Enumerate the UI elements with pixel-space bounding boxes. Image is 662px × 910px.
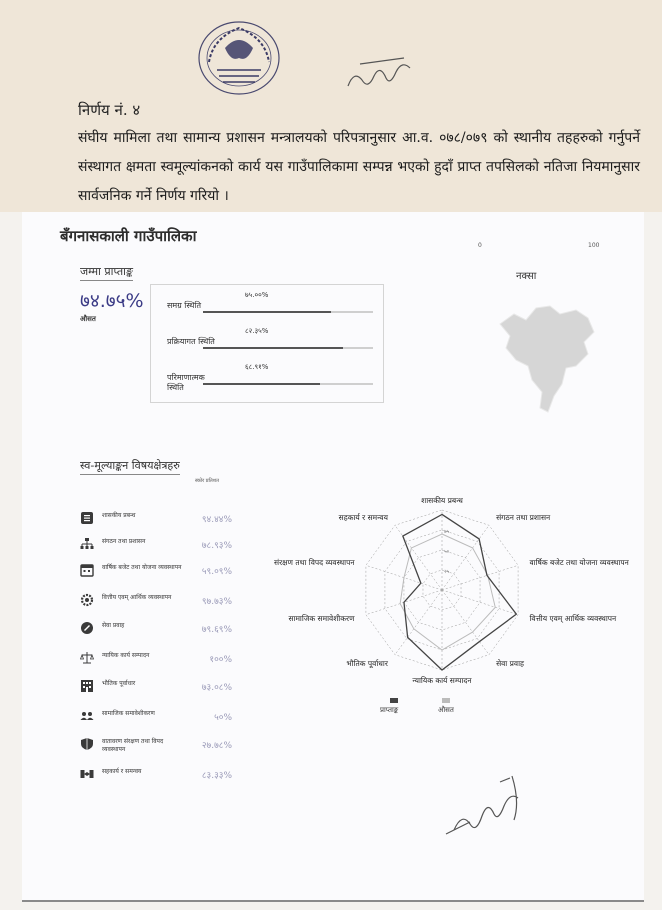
status-label: प्रक्रियागत स्थिति bbox=[167, 337, 215, 346]
status-row-quantitative bbox=[167, 363, 367, 397]
radar-category-label: भौतिक पूर्वाधार bbox=[346, 658, 388, 668]
legend-swatch-score bbox=[390, 698, 398, 703]
signature-bottom bbox=[440, 772, 530, 848]
radar-category-label: न्यायिक कार्य सम्पादन bbox=[412, 676, 472, 685]
area-row bbox=[80, 706, 250, 730]
radar-category-label: वित्तीय एवम् आर्थिक व्यवस्थापन bbox=[529, 613, 617, 623]
organization-icon bbox=[80, 537, 94, 551]
status-track bbox=[203, 311, 373, 313]
area-name: शासकीय प्रबन्ध bbox=[102, 512, 136, 519]
area-row bbox=[80, 560, 250, 584]
service-icon bbox=[80, 621, 94, 635]
area-score: ९७.७३% bbox=[201, 597, 232, 607]
municipality-map bbox=[492, 296, 602, 416]
radar-category-label: संरक्षण तथा विपद व्यवस्थापन bbox=[274, 558, 355, 568]
finance-gear-icon bbox=[80, 593, 94, 607]
area-score: ८३.३३% bbox=[201, 771, 232, 781]
radar-tick-label: २५ bbox=[444, 569, 450, 575]
building-icon bbox=[80, 679, 94, 693]
status-label: परिमाणात्मक स्थिति bbox=[167, 373, 205, 392]
radar-category-label: सामाजिक समावेशीकरण bbox=[288, 613, 355, 623]
shield-icon bbox=[80, 737, 94, 751]
governance-icon bbox=[80, 511, 94, 525]
radar-category-label: शासकीय प्रबन्ध bbox=[421, 496, 463, 505]
status-box bbox=[150, 284, 384, 403]
area-row bbox=[80, 618, 250, 642]
area-score: ७८.९३% bbox=[201, 541, 232, 551]
area-row bbox=[80, 734, 250, 758]
area-score: ७९.६९% bbox=[201, 625, 232, 635]
justice-scale-icon bbox=[80, 651, 94, 665]
area-row bbox=[80, 764, 250, 788]
bottom-rule bbox=[22, 900, 644, 902]
total-score-sub: औसत bbox=[80, 315, 96, 323]
area-row bbox=[80, 508, 250, 532]
chart-legend bbox=[380, 698, 500, 720]
status-row-overall bbox=[167, 291, 367, 325]
radar-spoke bbox=[395, 525, 442, 590]
legend-label-score: प्राप्ताङ्क bbox=[380, 706, 399, 714]
status-pct: ८२.३५% bbox=[245, 327, 269, 335]
status-row-process bbox=[167, 327, 367, 361]
radar-tick-label: ७५ bbox=[444, 529, 450, 535]
municipality-seal-stamp bbox=[195, 18, 283, 100]
signature-top bbox=[340, 50, 420, 96]
scale-max: 100 bbox=[588, 242, 600, 249]
decision-body: संघीय मामिला तथा सामान्य प्रशासन मन्त्रालयको परिपत्रानुसार आ.व. ०७८/०७९ को स्थानीय तहहरुको गर्नुपर्ने संस्थागत क्षमता स्वमूल्यांकनको कार्य यस गाउँपालिकामा सम्पन्न भएको हुदाँ प्राप्त तपसिलको नतिजा नियमानुसार सार्वजनिक गर्ने निर्णय गरियो । bbox=[78, 130, 640, 204]
area-name: संगठन तथा प्रशासन bbox=[102, 538, 146, 545]
status-fill bbox=[203, 311, 331, 313]
area-score: १००% bbox=[209, 655, 232, 665]
area-row bbox=[80, 648, 250, 672]
area-name: वित्तीय एवम् आर्थिक व्यवस्थापन bbox=[102, 594, 172, 601]
people-icon bbox=[80, 709, 94, 723]
area-score: ७३.०८% bbox=[201, 683, 232, 693]
area-score: ५०% bbox=[214, 713, 232, 723]
radar-category-label: संगठन तथा प्रशासन bbox=[496, 513, 551, 523]
total-score-label: जम्मा प्राप्ताङ्क bbox=[80, 264, 133, 281]
areas-title: स्व-मूल्याङ्कन विषयक्षेत्रहरु bbox=[80, 458, 180, 475]
radar-category-label: सेवा प्रवाह bbox=[496, 658, 525, 668]
legend-swatch-average bbox=[442, 698, 450, 703]
decision-section bbox=[0, 0, 662, 212]
calendar-icon bbox=[80, 563, 94, 577]
decision-number: निर्णय नं. ४ bbox=[78, 101, 141, 119]
area-row bbox=[80, 676, 250, 700]
radar-spoke bbox=[442, 565, 518, 590]
status-fill bbox=[203, 383, 320, 385]
area-name: वार्षिक बजेट तथा योजना व्यवस्थापन bbox=[102, 564, 182, 571]
status-fill bbox=[203, 347, 343, 349]
total-score-value: ७४.७५% bbox=[80, 290, 144, 312]
area-score: २७.७८% bbox=[201, 741, 232, 751]
area-score: ५९.०९% bbox=[201, 567, 232, 577]
area-name: वातावरण संरक्षण तथा विपद व्यवस्थापन bbox=[102, 738, 164, 753]
legend-label-average: औसत bbox=[438, 706, 454, 714]
scale-min: 0 bbox=[478, 242, 482, 249]
status-label: समग्र स्थिति bbox=[167, 301, 202, 310]
radar-category-label: सहकार्य र समन्वय bbox=[338, 513, 388, 523]
area-name: सामाजिक समावेशीकरण bbox=[102, 710, 155, 717]
status-pct: ७५.००% bbox=[245, 291, 269, 299]
area-name: भौतिक पूर्वाधार bbox=[102, 680, 136, 687]
assessment-report bbox=[22, 212, 644, 902]
radar-series-score bbox=[403, 514, 517, 670]
area-name: सहकार्य र समन्वय bbox=[102, 768, 142, 775]
municipality-title: बँगनासकाली गाउँपालिका bbox=[60, 227, 197, 245]
score-column-head: स्कोर प्रतिशत bbox=[195, 478, 219, 484]
status-track bbox=[203, 383, 373, 385]
radar-tick-label: ५० bbox=[444, 549, 450, 555]
cooperation-icon bbox=[80, 767, 94, 781]
area-row bbox=[80, 590, 250, 614]
area-row bbox=[80, 534, 250, 558]
status-pct: ६८.९१% bbox=[245, 363, 269, 371]
area-name: सेवा प्रवाह bbox=[102, 622, 125, 629]
map-label: नक्सा bbox=[516, 271, 537, 282]
status-track bbox=[203, 347, 373, 349]
radar-category-label: वार्षिक बजेट तथा योजना व्यवस्थापन bbox=[529, 558, 629, 568]
area-name: न्यायिक कार्य सम्पादन bbox=[102, 652, 150, 659]
area-score: ९४.४४% bbox=[201, 515, 232, 525]
